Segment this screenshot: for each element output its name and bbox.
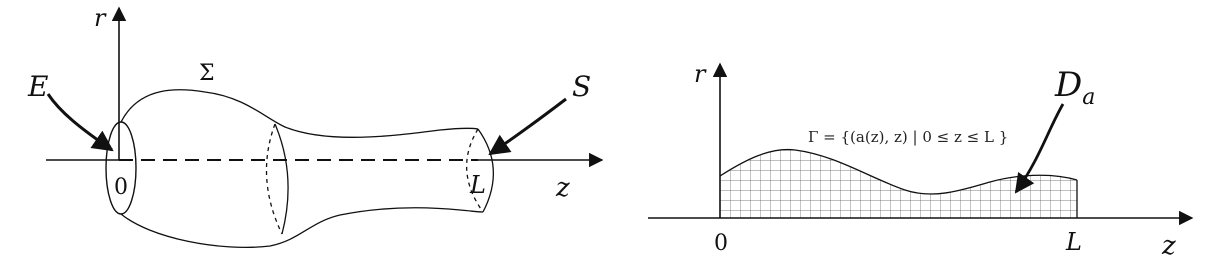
surface-outline-top [121, 90, 478, 138]
domain-region [720, 150, 1077, 218]
exit-pointer-arrow [490, 99, 566, 154]
left-length-label: L [470, 171, 486, 199]
middle-cross-section-visible [275, 124, 288, 234]
domain-label [1054, 65, 1095, 110]
domain-label-subscript: a [1082, 85, 1096, 110]
middle-cross-section-hidden [266, 124, 282, 234]
right-z-axis-label: z [1162, 231, 1176, 261]
gamma-definition: Γ = {(a(z), z) | 0 ≤ z ≤ L } [808, 128, 1009, 146]
entry-pointer-arrow [48, 94, 112, 150]
domain-label-main: D [1055, 65, 1083, 105]
exit-label: S [572, 70, 592, 103]
left-origin-label: 0 [114, 175, 128, 200]
right-figure [648, 60, 1192, 261]
entry-cross-section [106, 122, 136, 214]
right-r-axis-label: r [694, 60, 706, 88]
right-length-label: L [1066, 228, 1082, 256]
entry-label: E [28, 70, 49, 103]
right-origin-label: 0 [714, 231, 728, 256]
surface-outline-bottom [121, 208, 483, 248]
surface-label: Σ [199, 61, 215, 86]
left-z-axis-label: z [556, 173, 570, 203]
left-figure [27, 4, 602, 247]
left-r-axis-label: r [94, 4, 106, 32]
